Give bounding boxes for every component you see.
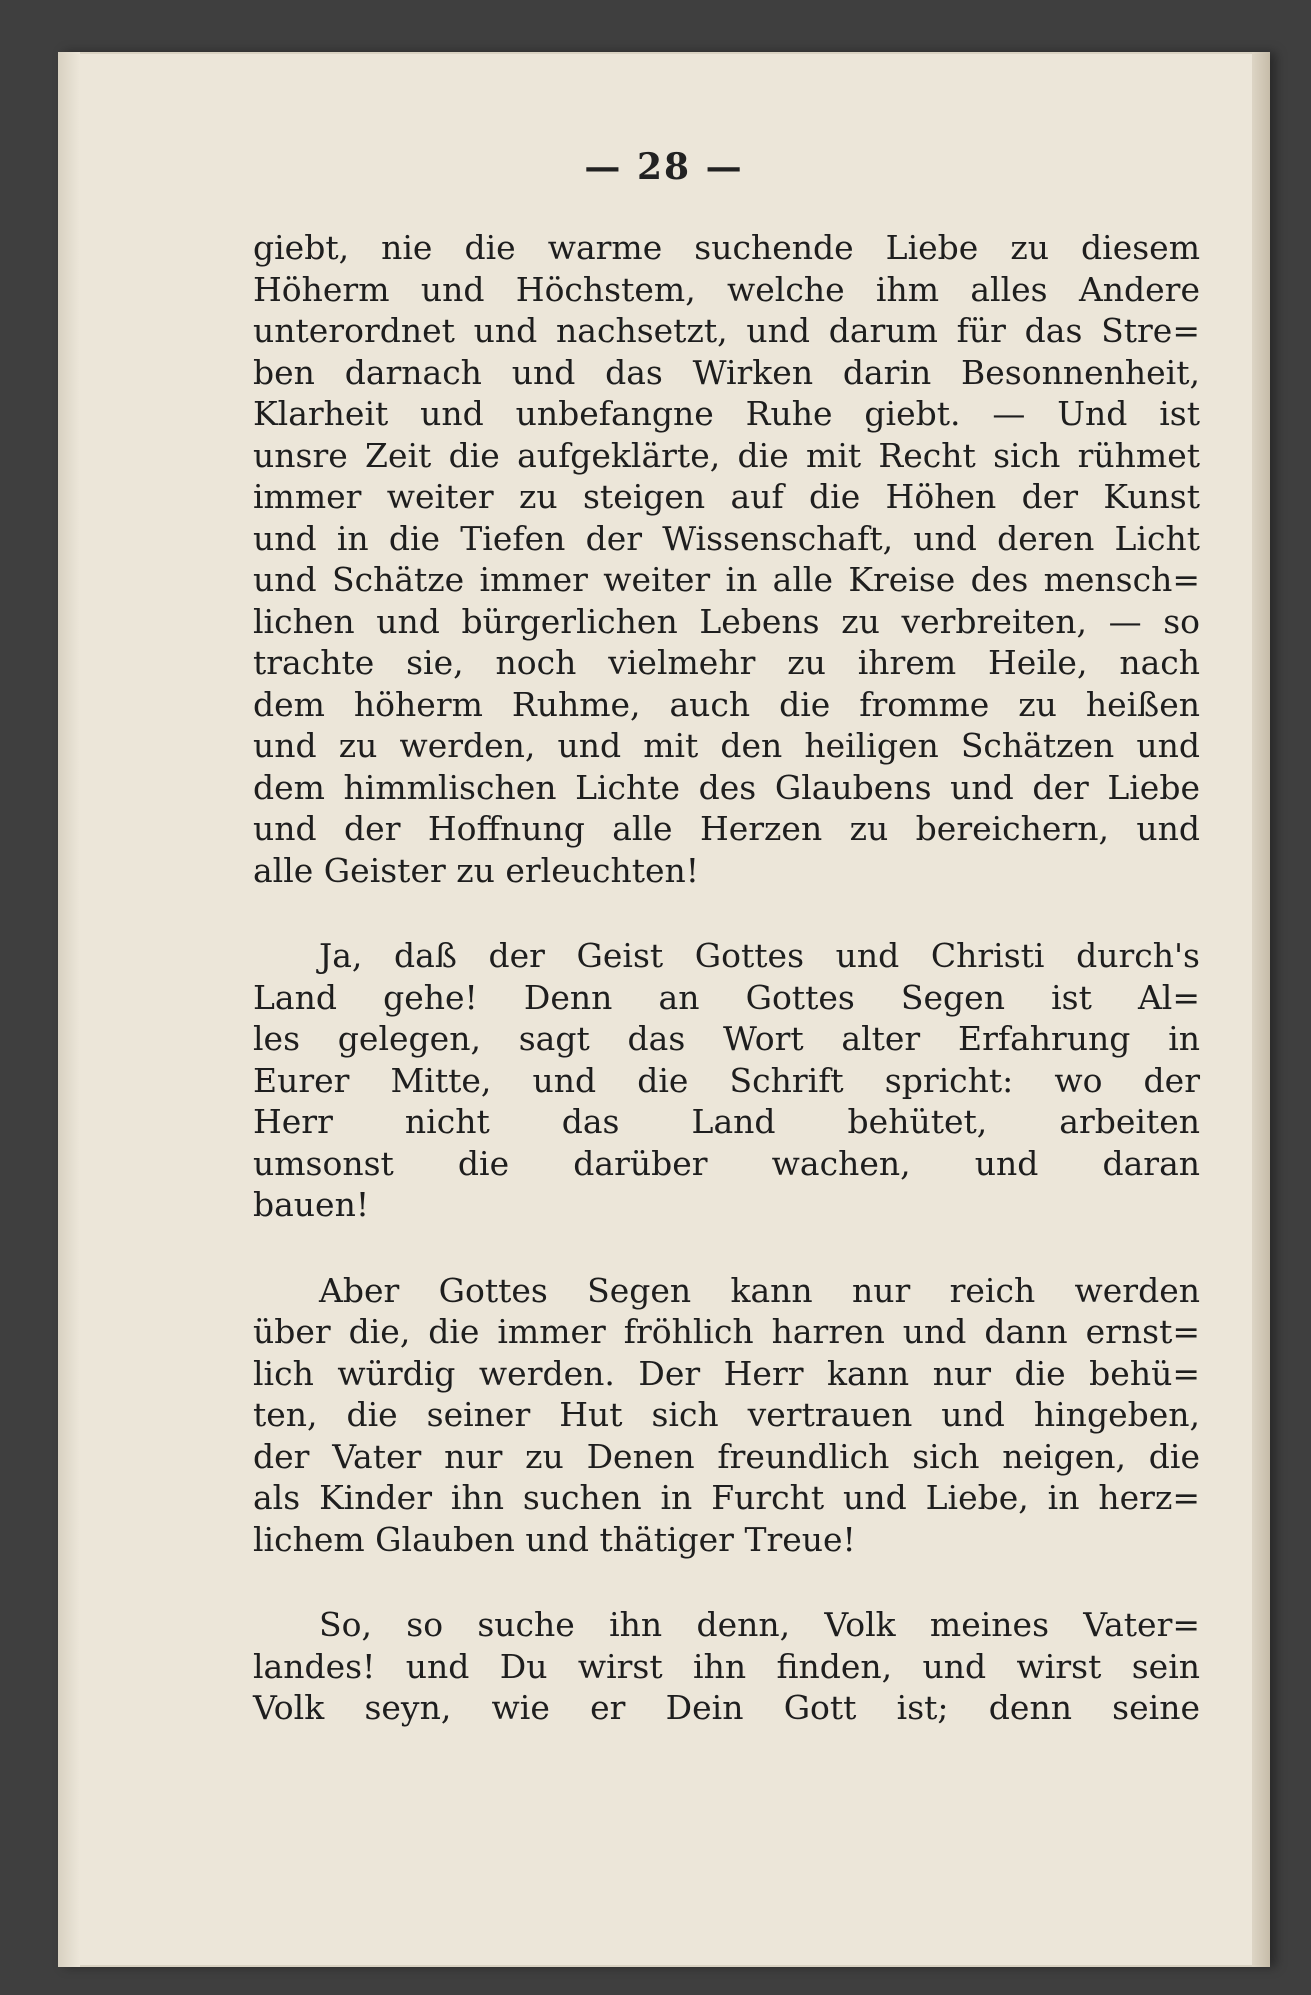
book-page: [58, 52, 1270, 1967]
text-line: Herr nicht das Land behütet, arbeiten: [253, 1102, 1200, 1141]
text-line: und zu werden, und mit den heiligen Schätzen und: [253, 726, 1200, 765]
text-line: immer weiter zu steigen auf die Höhen der Kunst: [253, 477, 1200, 516]
text-line: und in die Tiefen der Wissenschaft, und deren Licht: [253, 518, 1200, 558]
text-line: Aber Gottes Segen kann nur reich werden: [319, 1270, 1200, 1310]
text-line: unsre Zeit die aufgeklärte, die mit Recht sich rühmet: [253, 435, 1200, 475]
text-line: Land gehe! Denn an Gottes Segen ist Al=: [253, 977, 1200, 1017]
paragraph-4: [253, 1604, 1200, 1729]
text-line: Eurer Mitte, und die Schrift spricht: wo der: [253, 1060, 1200, 1100]
paragraph-2: [253, 935, 1200, 1226]
text-line: und der Hoffnung alle Herzen zu bereichern, und: [253, 809, 1200, 848]
text-line: lichen und bürgerlichen Lebens zu verbreiten, — so: [253, 601, 1200, 641]
text-line: Höherm und Höchstem, welche ihm alles Andere: [253, 269, 1200, 309]
paragraph-1: [253, 227, 1200, 891]
text-line: les gelegen, sagt das Wort alter Erfahrung in: [253, 1019, 1200, 1058]
text-line: ten, die seiner Hut sich vertrauen und hingeben,: [253, 1395, 1200, 1434]
text-line: giebt, nie die warme suchende Liebe zu diesem: [253, 228, 1200, 267]
text-line: landes! und Du wirst ihn finden, und wirst sein: [253, 1646, 1200, 1686]
text-line: bauen!: [253, 1185, 370, 1224]
text-line: unterordnet und nachsetzt, und darum für das Stre=: [253, 311, 1200, 350]
text-line: So, so suche ihn denn, Volk meines Vater=: [319, 1605, 1200, 1644]
page-edge: [1252, 52, 1270, 1967]
text-line: lich würdig werden. Der Herr kann nur die behü=: [253, 1353, 1200, 1393]
page-gutter: [58, 52, 80, 1967]
text-line: Volk seyn, wie er Dein Gott ist; denn seine: [253, 1688, 1200, 1727]
text-line: dem höherm Ruhme, auch die fromme zu heißen: [253, 684, 1200, 724]
text-line: über die, die immer fröhlich harren und dann ernst=: [253, 1312, 1200, 1351]
text-line: dem himmlischen Lichte des Glaubens und der Liebe: [253, 767, 1200, 807]
text-line: als Kinder ihn suchen in Furcht und Liebe, in herz=: [253, 1478, 1200, 1517]
body-text: [253, 227, 1200, 1729]
paragraph-3: [253, 1270, 1200, 1561]
text-line: und Schätze immer weiter in alle Kreise des mensch=: [253, 560, 1200, 599]
text-line: ben darnach und das Wirken darin Besonnenheit,: [253, 352, 1200, 392]
text-line: umsonst die darüber wachen, und daran: [253, 1143, 1200, 1183]
text-line: lichem Glauben und thätiger Treue!: [253, 1519, 856, 1559]
text-line: Klarheit und unbefangne Ruhe giebt. — Und ist: [253, 394, 1200, 433]
text-line: trachte sie, noch vielmehr zu ihrem Heile, nach: [253, 643, 1200, 682]
text-line: der Vater nur zu Denen freundlich sich neigen, die: [253, 1436, 1200, 1476]
text-line: Ja, daß der Geist Gottes und Christi durch's: [319, 936, 1200, 975]
page-number: — 28 —: [584, 146, 744, 188]
text-line: alle Geister zu erleuchten!: [253, 850, 700, 890]
